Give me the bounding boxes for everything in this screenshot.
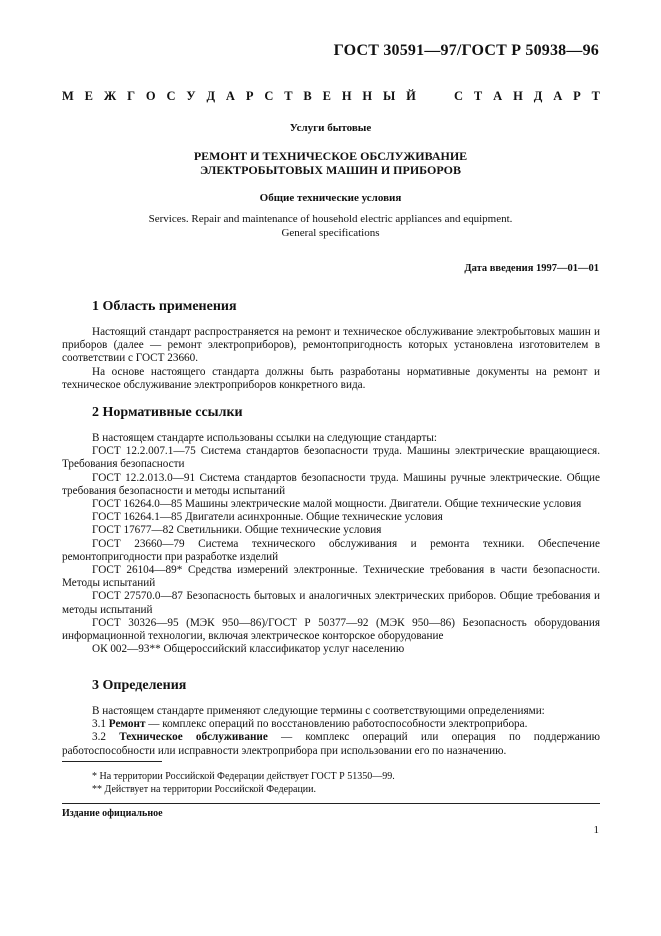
- footnote-divider: [62, 761, 162, 762]
- reference-item: ГОСТ 12.2.013.0—91 Система стандартов безопасности труда. Машины ручные электрические. Общие требования безопасности и методы испытаний: [62, 471, 600, 497]
- reference-item: ГОСТ 27570.0—87 Безопасность бытовых и аналогичных электрических приборов. Общие требования и методы испытаний: [62, 590, 600, 616]
- document-code: ГОСТ 30591—97/ГОСТ Р 50938—96: [333, 42, 599, 59]
- banner-letter: Т: [591, 89, 600, 103]
- reference-item: ГОСТ 26104—89* Средства измерений электронные. Технические требования в части безопасности. Методы испытаний: [62, 564, 600, 590]
- interstate-standard-banner: [62, 89, 600, 104]
- section-heading-references: 2 Нормативные ссылки: [92, 405, 243, 420]
- banner-letter: Е: [84, 89, 94, 103]
- banner-letter: Д: [206, 89, 216, 103]
- banner-letter: А: [225, 89, 235, 103]
- banner-letter: Р: [573, 89, 581, 103]
- banner-letter: С: [454, 89, 464, 103]
- section-body-scope: [62, 326, 600, 392]
- english-title: [0, 212, 661, 240]
- reference-item: ГОСТ 30326—95 (МЭК 950—86)/ГОСТ Р 50377—92 (МЭК 950—86) Безопасность оборудования информационной технологии, включая электрическое конторское оборудование: [62, 616, 600, 643]
- section-body-references: [62, 432, 600, 656]
- definition-text: — комплекс операций по восстановлению работоспособности электроприбора.: [145, 718, 528, 731]
- page-number: 1: [593, 824, 599, 836]
- banner-letter: М: [62, 89, 74, 103]
- paragraph: На основе настоящего стандарта должны быть разработаны нормативные документы на ремонт и техническое обслуживание электроприборов конкретного вида.: [62, 365, 600, 391]
- banner-letter: У: [186, 89, 196, 103]
- definition-number: 3.1: [92, 718, 106, 731]
- section-body-definitions: [62, 705, 600, 758]
- document-subtitle: Общие технические условия: [259, 192, 402, 204]
- document-title: [0, 149, 661, 177]
- banner-letter: Й: [406, 89, 416, 103]
- banner-letter: С: [264, 89, 274, 103]
- footer-divider: [62, 803, 600, 804]
- banner-letter: Т: [473, 89, 483, 103]
- reference-item: ГОСТ 16264.0—85 Машины электрические малой мощности. Двигатели. Общие технические условия: [92, 498, 582, 511]
- banner-letter: Д: [533, 89, 543, 103]
- footnote: ** Действует на территории Российской Федерации.: [92, 784, 316, 795]
- definition-number: 3.2: [92, 731, 106, 744]
- footnote: * На территории Российской Федерации действует ГОСТ Р 51350—99.: [92, 771, 395, 782]
- definition-text: — комплекс операций или операция по поддержанию работоспособности или исправности электроприбора при использовании его по назначению.: [62, 731, 600, 757]
- banner-letter: Г: [127, 89, 136, 103]
- title-line: ЭЛЕКТРОБЫТОВЫХ МАШИН И ПРИБОРОВ: [200, 163, 461, 177]
- banner-letter: Р: [245, 89, 254, 103]
- paragraph: Настоящий стандарт распространяется на ремонт и техническое обслуживание электробытовых машин и приборов (далее — ремонт электроприборов), ремонтопригодность которых установлена изготовителем в соответствии с ГОСТ 23660.: [62, 326, 600, 365]
- official-edition-label: Издание официальное: [62, 808, 163, 819]
- reference-item: ГОСТ 12.2.007.1—75 Система стандартов безопасности труда. Машины электрические вращающиеся. Требования безопасности: [62, 445, 600, 471]
- banner-letter: Ы: [383, 89, 396, 103]
- banner-letter: Ж: [103, 89, 117, 103]
- paragraph: В настоящем стандарте использованы ссылки на следующие стандарты:: [92, 432, 437, 444]
- banner-letter: Е: [322, 89, 331, 103]
- banner-word-standard: [454, 89, 600, 104]
- banner-letter: Н: [362, 89, 373, 103]
- section-heading-scope: 1 Область применения: [92, 299, 237, 314]
- standard-category: Услуги бытовые: [289, 122, 372, 134]
- reference-item: ОК 002—93** Общероссийский классификатор услуг населению: [92, 643, 405, 656]
- introduction-date: Дата введения 1997—01—01: [464, 263, 599, 274]
- reference-item: ГОСТ 16264.1—85 Двигатели асинхронные. Общие технические условия: [92, 511, 443, 524]
- banner-letter: О: [145, 89, 156, 103]
- banner-letter: А: [493, 89, 503, 103]
- banner-letter: Н: [513, 89, 523, 103]
- paragraph: В настоящем стандарте применяют следующие термины с соответствующими определениями:: [92, 705, 545, 717]
- banner-letter: А: [553, 89, 563, 103]
- english-title-line: General specifications: [281, 227, 380, 239]
- definition-term: Техническое обслуживание: [119, 731, 268, 744]
- reference-item: ГОСТ 17677—82 Светильники. Общие технические условия: [92, 524, 382, 537]
- english-title-line: Services. Repair and maintenance of household electric appliances and equipment.: [148, 213, 513, 225]
- banner-letter: В: [303, 89, 312, 103]
- banner-letter: С: [166, 89, 176, 103]
- banner-letter: Т: [284, 89, 293, 103]
- definition-item: [62, 718, 600, 731]
- reference-item: ГОСТ 23660—79 Система технического обслуживания и ремонта техники. Обеспечение ремонтопригодности при разработке изделий: [62, 537, 600, 563]
- definition-term: Ремонт: [108, 718, 146, 731]
- title-line: РЕМОНТ И ТЕХНИЧЕСКОЕ ОБСЛУЖИВАНИЕ: [193, 149, 468, 163]
- definition-item: [62, 731, 600, 757]
- banner-letter: Н: [341, 89, 352, 103]
- banner-word-interstate: [62, 89, 416, 104]
- section-heading-definitions: 3 Определения: [92, 678, 187, 693]
